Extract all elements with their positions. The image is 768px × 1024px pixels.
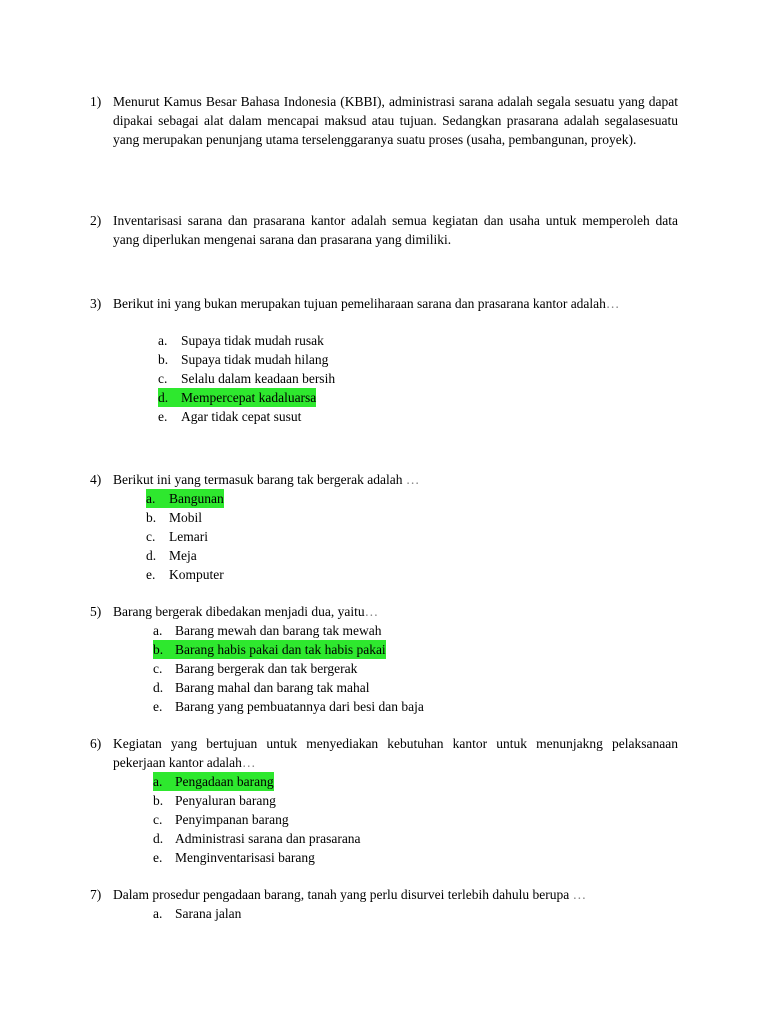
- option-6e: [153, 848, 315, 867]
- option-letter: e.: [158, 409, 168, 424]
- option-letter: b.: [158, 352, 169, 367]
- option-letter: c.: [146, 529, 156, 544]
- option-text: Komputer: [169, 567, 224, 582]
- option-5a: [153, 621, 382, 640]
- question-number: 1): [90, 94, 102, 109]
- option-4e: [146, 565, 224, 584]
- option-letter: e.: [146, 567, 156, 582]
- question-number: 5): [90, 604, 102, 619]
- option-text: Agar tidak cepat susut: [181, 409, 302, 424]
- option-letter: e.: [153, 850, 163, 865]
- option-letter: e.: [153, 699, 163, 714]
- option-letter: b.: [153, 642, 164, 657]
- question-number: 2): [90, 213, 102, 228]
- option-letter: a.: [153, 623, 163, 638]
- option-letter: b.: [146, 510, 157, 525]
- option-text: Barang mewah dan barang tak mewah: [175, 623, 382, 638]
- question-number: 4): [90, 472, 102, 487]
- option-6d: [153, 829, 361, 848]
- question-stem: Barang bergerak dibedakan menjadi dua, yaitu: [113, 604, 365, 619]
- option-3b: [158, 350, 328, 369]
- option-letter: c.: [153, 661, 163, 676]
- question-ellipsis: …: [364, 604, 379, 619]
- option-5d: [153, 678, 370, 697]
- option-5c: [153, 659, 357, 678]
- question-text: Menurut Kamus Besar Bahasa Indonesia (KBBI), administrasi sarana adalah segala sesuatu yang dapat dipakai sebagai alat dalam mencapai maksud atau tujuan. Sedangkan prasarana adalah segalasesuatu yang merupakan penunjang utama terselenggaranya suatu proses (usaha, pembangunan, proyek).: [113, 94, 678, 147]
- question-number: 3): [90, 296, 102, 311]
- option-letter: a.: [146, 491, 156, 506]
- option-text: Supaya tidak mudah rusak: [181, 333, 324, 348]
- question-ellipsis: …: [405, 472, 420, 487]
- option-letter: d.: [153, 680, 164, 695]
- question-text: [113, 885, 678, 904]
- question-text: [113, 734, 678, 772]
- option-text: Meja: [169, 548, 197, 563]
- question-1: [90, 92, 678, 149]
- option-3a: [158, 331, 324, 350]
- option-letter: a.: [153, 774, 163, 789]
- option-6a-highlighted-answer: [153, 772, 274, 791]
- option-letter: a.: [158, 333, 168, 348]
- option-text: Bangunan: [169, 491, 224, 506]
- option-4d: [146, 546, 197, 565]
- option-text: Mempercepat kadaluarsa: [181, 390, 317, 405]
- question-6: [90, 734, 678, 772]
- question-ellipsis: …: [572, 887, 587, 902]
- option-text: Penyimpanan barang: [175, 812, 289, 827]
- question-stem: Kegiatan yang bertujuan untuk menyediakan kebutuhan kantor untuk menunjakng pelaksanaan pekerjaan kantor adalah: [113, 736, 678, 770]
- question-3: [90, 294, 678, 313]
- option-text: Sarana jalan: [175, 906, 242, 921]
- option-text: Mobil: [169, 510, 203, 525]
- option-text: Menginventarisasi barang: [175, 850, 315, 865]
- option-letter: c.: [153, 812, 163, 827]
- question-text: [113, 470, 678, 489]
- option-text: Supaya tidak mudah hilang: [181, 352, 329, 367]
- option-letter: d.: [158, 390, 169, 405]
- question-stem: Berikut ini yang bukan merupakan tujuan pemeliharaan sarana dan prasarana kantor adalah: [113, 296, 606, 311]
- question-number: 6): [90, 736, 102, 751]
- option-text: Barang habis pakai dan tak habis pakai: [175, 642, 386, 657]
- option-letter: c.: [158, 371, 168, 386]
- option-4b: [146, 508, 202, 527]
- option-3c: [158, 369, 335, 388]
- question-4: [90, 470, 678, 489]
- option-text: Lemari: [169, 529, 208, 544]
- question-ellipsis: …: [605, 296, 620, 311]
- question-number: 7): [90, 887, 102, 902]
- option-text: Pengadaan barang: [175, 774, 274, 789]
- option-7a: [153, 904, 241, 923]
- option-6c: [153, 810, 289, 829]
- question-7: [90, 885, 678, 904]
- question-text: [113, 602, 678, 621]
- option-text: Administrasi sarana dan prasarana: [175, 831, 361, 846]
- option-text: Barang yang pembuatannya dari besi dan baja: [175, 699, 424, 714]
- question-text: [113, 294, 678, 313]
- option-text: Selalu dalam keadaan bersih: [181, 371, 336, 386]
- question-stem: Berikut ini yang termasuk barang tak bergerak adalah: [113, 472, 403, 487]
- option-4a-highlighted-answer: [146, 489, 224, 508]
- option-letter: a.: [153, 906, 163, 921]
- option-5e: [153, 697, 424, 716]
- question-2: [90, 211, 678, 249]
- option-text: Barang mahal dan barang tak mahal: [175, 680, 370, 695]
- option-4c: [146, 527, 208, 546]
- option-text: Barang bergerak dan tak bergerak: [175, 661, 358, 676]
- option-letter: d.: [153, 831, 164, 846]
- option-letter: b.: [153, 793, 164, 808]
- question-stem: Dalam prosedur pengadaan barang, tanah yang perlu disurvei terlebih dahulu berupa: [113, 887, 570, 902]
- option-letter: d.: [146, 548, 157, 563]
- option-6b: [153, 791, 276, 810]
- option-text: Penyaluran barang: [175, 793, 276, 808]
- question-text: Inventarisasi sarana dan prasarana kantor adalah semua kegiatan dan usaha untuk memperoleh data yang diperlukan mengenai sarana dan prasarana yang dimiliki.: [113, 213, 678, 247]
- question-ellipsis: …: [241, 755, 256, 770]
- option-3e: [158, 407, 301, 426]
- option-3d-highlighted-answer: [158, 388, 316, 407]
- question-5: [90, 602, 678, 621]
- option-5b-highlighted-answer: [153, 640, 386, 659]
